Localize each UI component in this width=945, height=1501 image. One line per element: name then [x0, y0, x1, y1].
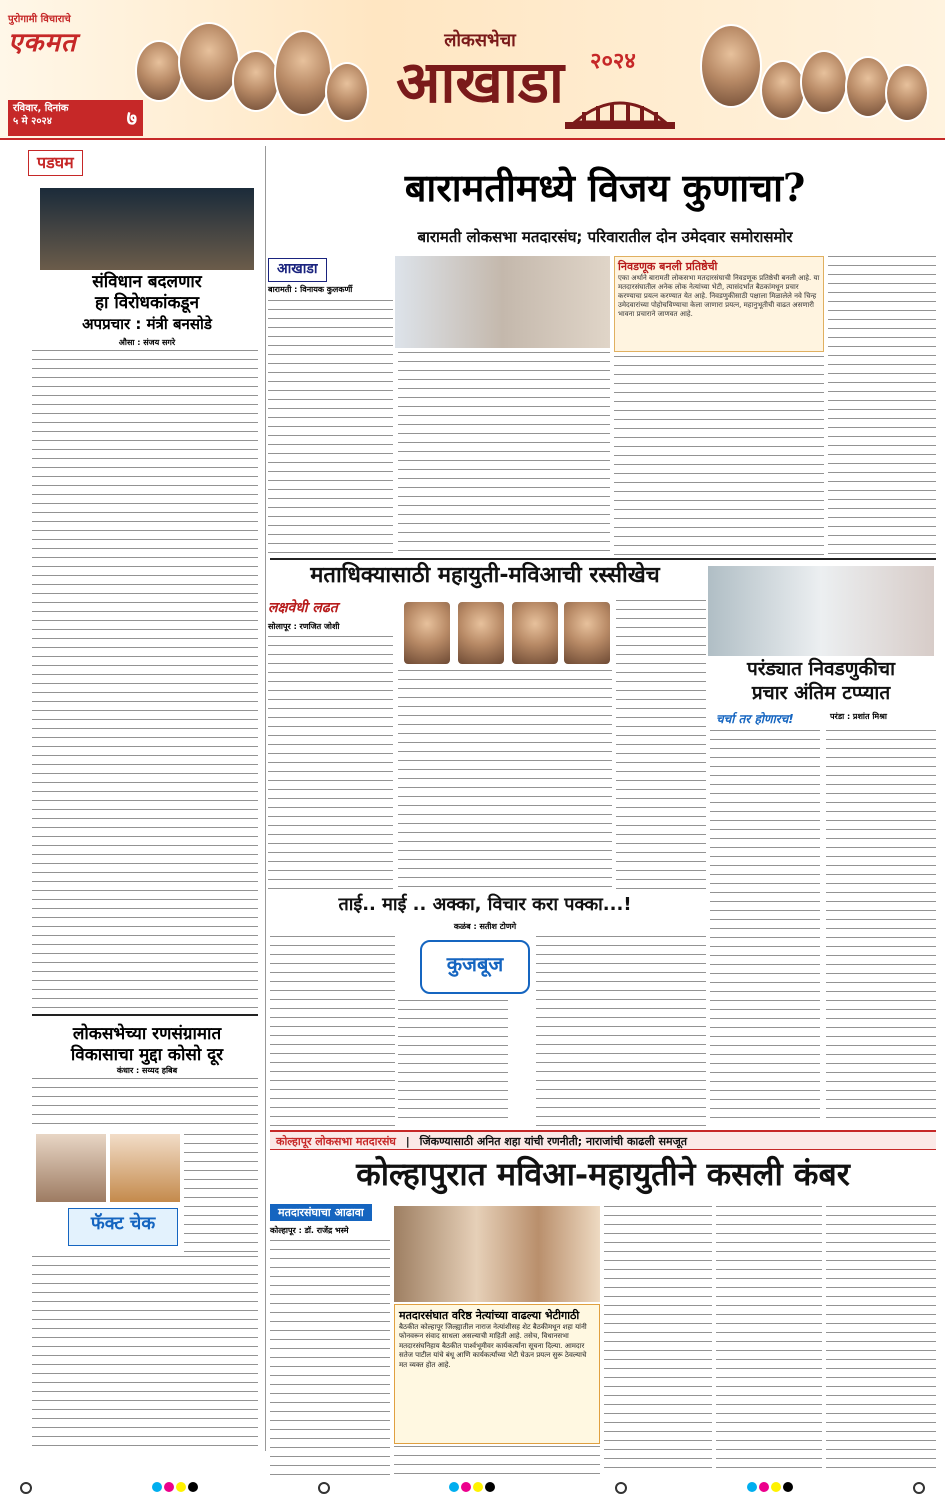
- date-label: रविवार, दिनांक: [13, 103, 69, 114]
- candidate-photo: [562, 600, 612, 666]
- article-body: [826, 1206, 936, 1476]
- article-body: [32, 1256, 258, 1446]
- color-bar: [152, 1482, 198, 1496]
- candidate-photo: [110, 1134, 180, 1202]
- section-subtitle: लोकसभेचा: [444, 30, 516, 51]
- column-label: लक्षवेधी लढत: [268, 600, 338, 616]
- article-body: [398, 352, 610, 556]
- registration-marks: [20, 1482, 925, 1496]
- article-body: [398, 1000, 508, 1125]
- byline: बारामती : विनायक कुलकर्णी: [268, 285, 353, 294]
- candidate-photo: [36, 1134, 106, 1202]
- byline: परंडा : प्रशांत मिश्रा: [830, 712, 887, 721]
- article-body: [828, 256, 936, 556]
- lead-headline: बारामतीमध्ये विजय कुणाचा?: [404, 165, 806, 210]
- candidates-photo: [708, 566, 934, 656]
- byline: कळंब : सतीश टोणगे: [453, 922, 517, 931]
- section-title: आखाडा: [396, 47, 564, 116]
- candidates-photo: [395, 256, 610, 348]
- divider: [270, 558, 936, 560]
- portrait-image: [178, 22, 240, 102]
- registration-mark-icon: [913, 1482, 925, 1494]
- parliament-icon: [560, 84, 680, 134]
- article-body: [270, 936, 395, 1126]
- article-body: [268, 300, 393, 555]
- article-body: [394, 1446, 600, 1476]
- byline: सोलापूर : रणजित जोशी: [268, 622, 340, 631]
- candidate-photo: [456, 600, 506, 666]
- byline: कोल्हापूर : डॉ. राजेंद्र भस्मे: [270, 1226, 349, 1235]
- portrait-image: [135, 40, 183, 102]
- article-body: [604, 1206, 712, 1476]
- article-body: [710, 730, 820, 1125]
- portrait-image: [845, 56, 891, 118]
- article-body: [32, 350, 258, 1010]
- registration-mark-icon: [20, 1482, 32, 1494]
- column-label: चर्चा तर होणारच!: [716, 712, 794, 726]
- candidate-photo: [510, 600, 560, 666]
- kolhapur-headline: कोल्हापुरात मविआ-महायुतीने कसली कंबर: [356, 1155, 850, 1193]
- column-label: पडघम: [28, 150, 83, 176]
- rally-photo: [40, 188, 254, 270]
- paranda-headline: परंड्यात निवडणुकीचा प्रचार अंतिम टप्प्यात: [746, 658, 895, 704]
- article-body: [270, 1240, 390, 1476]
- candidate-photo: [402, 600, 452, 666]
- portrait-image: [700, 24, 762, 108]
- article-body: [826, 730, 936, 1125]
- tai-headline: ताई.. माई .. अक्का, विचार करा पक्का...!: [338, 894, 632, 915]
- masthead: [0, 0, 945, 140]
- latur-headline: मताधिक्यासाठी महायुती-मविआची रस्सीखेच: [310, 563, 660, 588]
- article-body: [398, 670, 612, 890]
- date-box: [8, 100, 143, 136]
- article-body: [184, 1134, 258, 1254]
- portrait-image: [232, 50, 280, 112]
- page-number: ७: [126, 106, 137, 130]
- article-body: [536, 936, 706, 1126]
- date-value: ५ मे २०२४: [13, 115, 52, 127]
- portrait-image: [885, 64, 929, 122]
- registration-mark-icon: [318, 1482, 330, 1494]
- portrait-image: [800, 50, 848, 114]
- article-body: [268, 636, 393, 891]
- sidebar-column: [28, 146, 266, 1451]
- brand-tagline: पुरोगामी विचाराचे: [8, 14, 71, 25]
- brand-logo: [8, 14, 128, 59]
- color-bar: [747, 1482, 793, 1496]
- column-label: कुजबूज: [420, 940, 530, 994]
- registration-mark-icon: [615, 1482, 627, 1494]
- byline: कंधार : सय्यद हबिब: [116, 1066, 178, 1075]
- fact-check-box: फॅक्ट चेक: [68, 1208, 178, 1246]
- brand-name: एकमत: [8, 27, 77, 58]
- story-vikas-headline: लोकसभेच्या रणसंग्रामात विकासाचा मुद्दा कोसो दूर: [70, 1024, 224, 1066]
- byline: औसा : संजय सगरे: [118, 338, 176, 347]
- article-body: [32, 1078, 258, 1128]
- highlight-box: निवडणूक बनली प्रतिष्ठेची एका अर्थाने बारामती लोकसभा मतदारसंघाची निवडणूक प्रतिष्ठेची बनली आहे. या मतदारसंघातील अनेक लोक नेत्यांच्या भेटी, त्यासंदर्भात बैठकांमधून प्रचार करण्याचा प्रयत्न करण्यात येत आहे. निवडणुकीसाठी पक्षाला मिळालेले नवे चिन्ह उमेदवारांच्या पोहोचविण्याचा केला जाणारा प्रयत्न, महानुभूतीची वाढत असणारी भावना प्रचाराने जाणवत आहे.: [614, 256, 824, 352]
- article-body: [614, 356, 824, 556]
- section-year: २०२४: [590, 49, 636, 74]
- divider: [32, 1014, 258, 1016]
- column-label: आखाडा: [268, 258, 327, 282]
- lead-subhead: बारामती लोकसभा मतदारसंघ; परिवारातील दोन उमेदवार समोरासमोर: [417, 228, 793, 246]
- article-body: [716, 1206, 822, 1476]
- article-body: [616, 600, 706, 890]
- portrait-image: [760, 60, 806, 120]
- meetings-box: मतदारसंघात वरिष्ठ नेत्यांच्या वाढल्या भेटीगाठी बैठकीत कोल्हापूर जिल्ह्यातील नाराज नेत्यांशीसह शेट बैठकीमधून शहा यांनी फोनवरून संवाद साधला असल्याची माहिती आहे. तसेच, विधानसभा मतदारसंघनिहाय बैठकीत पार्श्वभूमीवर कार्यकर्त्यांना सूचना दिल्या. आमदार सतेज पाटील यांचे बंधू आणि कार्यकर्त्यांच्या भेटी घेऊन प्रयत्न सुरू ठेवल्याचे मत व्यक्त होत आहे.: [394, 1304, 600, 1444]
- portrait-image: [274, 30, 332, 116]
- kolhapur-kicker: कोल्हापूर लोकसभा मतदारसंघ | जिंकण्यासाठी अनित शहा यांची रणनीती; नाराजांची काढली समजूत: [270, 1130, 936, 1150]
- column-label: मतदारसंघाचा आढावा: [270, 1206, 372, 1220]
- color-bar: [449, 1482, 495, 1496]
- story-banasode-headline: संविधान बदलणार हा विरोधकांकडून अपप्रचार : मंत्री बनसोडे: [82, 272, 212, 333]
- leaders-photo: [394, 1206, 600, 1302]
